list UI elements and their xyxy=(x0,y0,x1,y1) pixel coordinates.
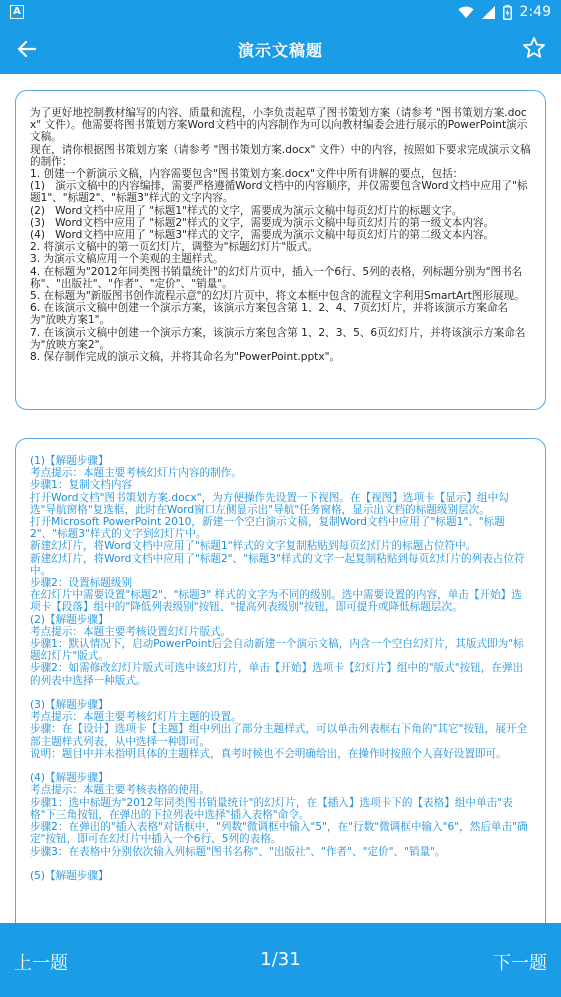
wifi-icon xyxy=(458,6,474,19)
page-title: 演示文稿题 xyxy=(237,40,323,60)
question-line: 6. 在该演示文稿中创建一个演示方案，该演示方案包含第 1、2、4、7页幻灯片，并将该演示方案命名为"放映方案1"。 xyxy=(30,302,509,327)
question-line: 3. 为演示文稿应用一个美观的主题样式。 xyxy=(30,253,224,266)
favorite-star-icon[interactable] xyxy=(521,35,547,61)
answer-line: 新建幻灯片，将Word文档中应用了"标题2"、"标题3"样式的文字一起复制粘贴到每页幻灯片的列表占位符中。 xyxy=(30,552,525,577)
answer-line xyxy=(30,858,531,870)
question-line: (3) Word文档中应用了 "标题2"样式的文字，需要成为演示文稿中每页幻灯片的第一级文本内容。 xyxy=(30,216,495,229)
status-bar xyxy=(0,0,561,24)
question-line: 8. 保存制作完成的演示文稿，并将其命名为"PowerPoint.pptx"。 xyxy=(30,351,341,364)
answer-line: 步骤2：如需修改幻灯片版式可选中该幻灯片，单击【开始】选项卡【幻灯片】组中的"版式"按钮，在弹出的列表中选择一种版式。 xyxy=(30,662,524,687)
answer-card xyxy=(15,438,546,923)
answer-line xyxy=(30,760,531,772)
answer-line: 步骤2：在弹出的"插入表格"对话框中，"列数"微调框中输入"5"，在"行数"微调框中输入"6"，然后单击"确定"按钮，即可在幻灯片中插入一个6行、5列的表格。 xyxy=(30,821,528,846)
question-line: 7. 在该演示文稿中创建一个演示方案，该演示方案包含第 1、2、3、5、6页幻灯片，并将该演示方案命名为"放映方案2"。 xyxy=(30,326,526,351)
prev-question-button[interactable]: 上一题 xyxy=(14,953,68,974)
battery-icon xyxy=(503,5,512,20)
answer-line: 考点提示：本题主要考核幻灯片内容的制作。 xyxy=(30,467,242,480)
question-card xyxy=(15,90,546,410)
answer-line: (5)【解题步骤】 xyxy=(30,869,109,882)
answer-line xyxy=(30,687,531,699)
answer-line: (4)【解题步骤】 xyxy=(30,772,109,785)
question-line: (2) Word文档中应用了 "标题1"样式的文字，需要成为演示文稿中每页幻灯片的标题文字。 xyxy=(30,204,463,217)
page-indicator: 1/31 xyxy=(260,949,301,970)
answer-line: 说明：题目中并未指明具体的主题样式，真考时候也不会明确给出，在操作时按照个人喜好设置即可。 xyxy=(30,747,507,760)
question-line: 2. 将演示文稿中的第一页幻灯片，调整为"标题幻灯片"版式。 xyxy=(30,241,319,254)
answer-line: 考点提示：本题主要考核设置幻灯片版式。 xyxy=(30,625,232,638)
answer-line: 步骤2：设置标题级别 xyxy=(30,577,133,590)
next-question-button[interactable]: 下一题 xyxy=(493,953,547,974)
question-line: 1. 创建一个新演示文稿，内容需要包含"图书策划方案.docx"文件中所有讲解的要点，包括： xyxy=(30,168,464,181)
answer-line: 步骤1：默认情况下，启动PowerPoint后会自动新建一个演示文稿，内含一个空白幻灯片，其版式即为"标题幻灯片"版式。 xyxy=(30,638,524,663)
answer-line: (3)【解题步骤】 xyxy=(30,699,109,712)
answer-line: 步骤1：选中标题为"2012年同类图书销量统计"的幻灯片，在【插入】选项卡下的【表格】组中单击"表格"下三角按钮，在弹出的下拉列表中选择"插入表格"命令。 xyxy=(30,796,513,821)
app-bar xyxy=(0,24,561,74)
answer-line: 步骤1：复制文档内容 xyxy=(30,479,133,492)
signal-icon xyxy=(482,6,495,19)
bottom-nav-bar xyxy=(0,923,561,997)
answer-line: 打开Word文档"图书策划方案.docx"，为方便操作先设置一下视图。在【视图】选项卡【显示】组中勾选"导航窗格"复选框，此时在Word窗口左侧显示出"导航"任务窗格，显示出文档的标题级别层次。 xyxy=(30,491,509,516)
question-line: 5. 在标题为"新版图书创作流程示意"的幻灯片页中，将文本框中包含的流程文字利用SmartArt图形展现。 xyxy=(30,290,525,303)
question-line: 为了更好地控制教材编写的内容、质量和流程，小李负责起草了图书策划方案（请参考 "图书策划方案.docx" 文件）。他需要将图书策划方案Word文档中的内容制作为可以向教材编委会进行展示的PowerPoint演示文稿。 xyxy=(30,107,528,144)
app-notification-icon: A xyxy=(10,5,24,19)
answer-line: 打开Microsoft PowerPoint 2010，新建一个空白演示文稿，复制Word文档中应用了"标题1"、"标题2"、"标题3"样式的文字到幻灯片中。 xyxy=(30,516,505,541)
question-line: (4) Word文档中应用了 "标题3"样式的文字，需要成为演示文稿中每页幻灯片的第二级文本内容。 xyxy=(30,229,495,242)
answer-line: (2)【解题步骤】 xyxy=(30,613,109,626)
content-area[interactable] xyxy=(0,74,561,923)
status-icons xyxy=(458,4,551,20)
answer-line: 在幻灯片中需要设置"标题2"、"标题3" 样式的文字为不同的级别。选中需要设置的内容，单击【开始】选项卡【段落】组中的"降低列表级别"按钮、"提高列表级别"按钮，即可提升或降低标题层次。 xyxy=(30,589,522,614)
answer-line: 步骤3：在表格中分别依次输入列标题"图书名称"、"出版社"、"作者"、"定价"、"销量"。 xyxy=(30,845,446,858)
question-line: 现在，请你根据图书策划方案（请参考 "图书策划方案.docx" 文件）中的内容，按照如下要求完成演示文稿的制作： xyxy=(30,143,531,168)
question-line: (1) 演示文稿中的内容编排，需要严格遵循Word文档中的内容顺序，并仅需要包含Word文档中应用了"标题1"、"标题2"、"标题3"样式的文字内容。 xyxy=(30,180,528,205)
answer-line: (1)【解题步骤】 xyxy=(30,455,109,467)
answer-line: 考点提示：本题主要考核表格的使用。 xyxy=(30,784,211,797)
answer-line: 考点提示：本题主要考核幻灯片主题的设置。 xyxy=(30,711,242,724)
answer-line: 新建幻灯片，将Word文档中应用了"标题1"样式的文字复制粘贴到每页幻灯片的标题占位符中。 xyxy=(30,540,477,553)
answer-line: 步骤：在【设计】选项卡【主题】组中列出了部分主题样式，可以单击列表框右下角的"其它"按钮，展开全部主题样式列表，从中选择一种即可。 xyxy=(30,723,528,748)
back-arrow-icon[interactable] xyxy=(14,36,40,62)
status-time: 2:49 xyxy=(519,4,551,20)
question-line: 4. 在标题为"2012年同类图书销量统计"的幻灯片页中，插入一个6行、5列的表格，列标题分别为"图书名称"、"出版社"、"作者"、"定价"、"销量"。 xyxy=(30,265,523,290)
